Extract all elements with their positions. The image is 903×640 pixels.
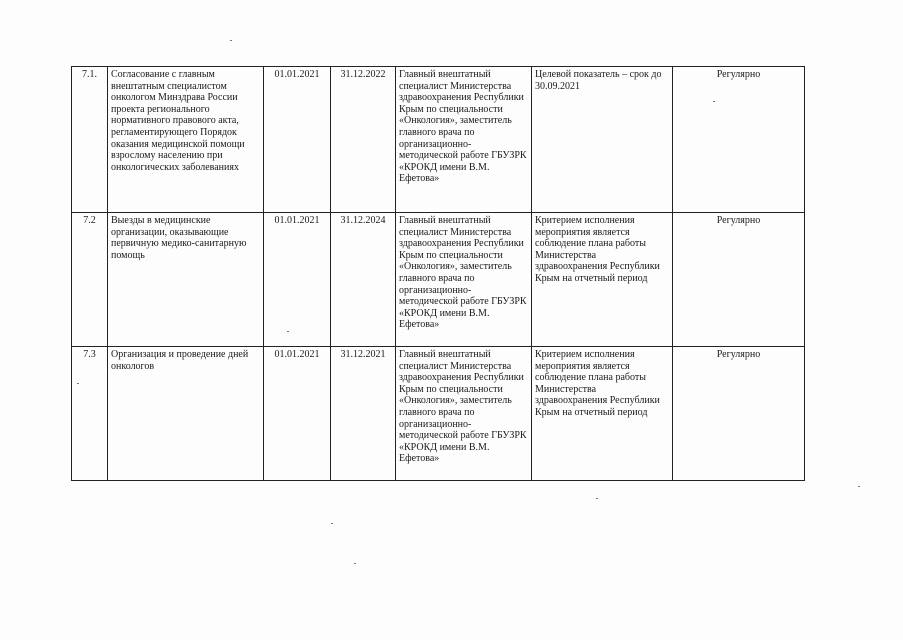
activity-cell: Согласование с главным внештатным специалистом онкологом Минздрава России проекта регионального нормативного правового акта, регламентирующего Порядок оказания медицинской помощи взрослому населению при онкологических заболеваниях (108, 67, 264, 213)
scan-speck (713, 101, 715, 102)
scan-speck (354, 563, 356, 564)
frequency-cell: Регулярно (673, 67, 805, 213)
scan-speck (287, 331, 289, 332)
start-date-cell: 01.01.2021 (264, 347, 331, 481)
activity-cell: Выезды в медицинские организации, оказывающие первичную медико-санитарную помощь (108, 213, 264, 347)
end-date-cell: 31.12.2022 (331, 67, 396, 213)
start-date-cell: 01.01.2021 (264, 213, 331, 347)
start-date-cell: 01.01.2021 (264, 67, 331, 213)
frequency-cell: Регулярно (673, 213, 805, 347)
responsible-cell: Главный внештатный специалист Министерства здравоохранения Республики Крым по специальности «Онкология», заместитель главного врача по организационно-методической работе ГБУЗРК «КРОКД имени В.М. Ефетова» (396, 347, 532, 481)
result-cell: Целевой показатель – срок до 30.09.2021 (532, 67, 673, 213)
table-row (72, 213, 805, 347)
responsible-cell: Главный внештатный специалист Министерства здравоохранения Республики Крым по специальности «Онкология», заместитель главного врача по организационно-методической работе ГБУЗРК «КРОКД имени В.М. Ефетова» (396, 213, 532, 347)
frequency-cell: Регулярно (673, 347, 805, 481)
table-row (72, 67, 805, 213)
end-date-cell: 31.12.2021 (331, 347, 396, 481)
scan-speck (77, 383, 79, 384)
row-number: 7.1. (72, 67, 108, 213)
activity-cell: Организация и проведение дней онкологов (108, 347, 264, 481)
row-number: 7.3 (72, 347, 108, 481)
result-cell: Критерием исполнения мероприятия является соблюдение плана работы Министерства здравоохранения Республики Крым на отчетный период (532, 213, 673, 347)
scan-speck (230, 40, 232, 41)
action-plan-table (71, 66, 805, 481)
result-cell: Критерием исполнения мероприятия является соблюдение плана работы Министерства здравоохранения Республики Крым на отчетный период (532, 347, 673, 481)
end-date-cell: 31.12.2024 (331, 213, 396, 347)
scan-speck (596, 498, 598, 499)
scan-speck (331, 523, 333, 524)
row-number: 7.2 (72, 213, 108, 347)
responsible-cell: Главный внештатный специалист Министерства здравоохранения Республики Крым по специальности «Онкология», заместитель главного врача по организационно-методической работе ГБУЗРК «КРОКД имени В.М. Ефетова» (396, 67, 532, 213)
scan-speck (858, 486, 860, 487)
table-row (72, 347, 805, 481)
